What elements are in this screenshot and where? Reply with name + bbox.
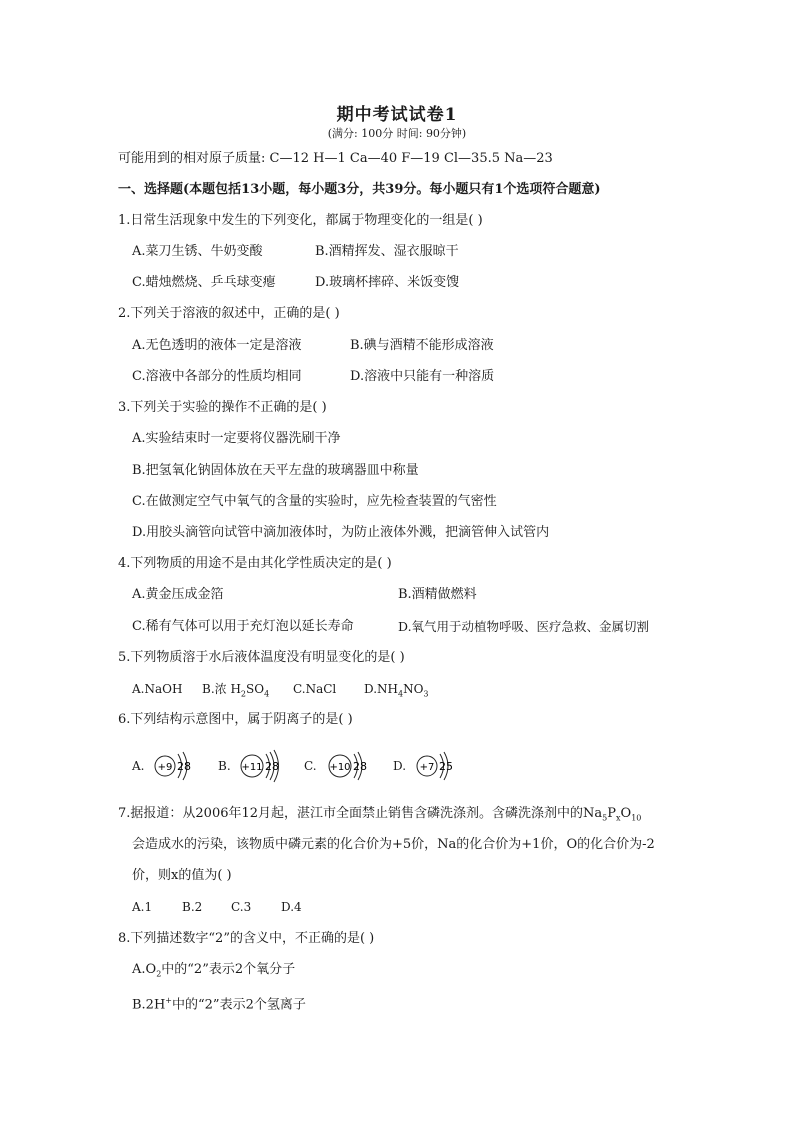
question-7-option-c: C.3 — [231, 900, 252, 914]
question-1-option-b: B.酒精挥发、湿衣服晾干 — [315, 244, 459, 259]
question-7-line-3: 价，则x的值为( ) — [132, 868, 232, 883]
question-2-option-c: C.溶液中各部分的性质均相同 — [132, 369, 302, 384]
question-3-option-a: A.实验结束时一定要将仪器洗刷干净 — [132, 431, 341, 446]
question-4-option-b: B.酒精做燃料 — [398, 587, 477, 602]
nucleus-charge-c: +10 — [329, 762, 351, 773]
atom-diagram-c — [304, 750, 374, 786]
question-7-line-1: 7.据报道：从2006年12月起，湛江市全面禁止销售含磷洗涤剂。含磷洗涤剂中的$Na_5P_xO_{10}$ — [118, 806, 642, 823]
question-2-option-a: A.无色透明的液体一定是溶液 — [132, 338, 302, 353]
question-5-stem: 5.下列物质溶于水后液体温度没有明显变化的是( ) — [118, 650, 405, 665]
shell-electrons-b: 28 — [265, 760, 279, 773]
question-1-option-a: A.菜刀生锈、牛奶变酸 — [132, 244, 263, 259]
question-5-option-b: B.浓 $H_2SO_4$ — [202, 682, 270, 699]
question-5-option-d: $D.NH_4NO_3$ — [364, 682, 429, 699]
question-1-option-c: C.蜡烛燃烧、乒乓球变瘪 — [132, 275, 276, 290]
question-7-option-d: D.4 — [281, 900, 302, 914]
question-6-option-b-label: B. — [218, 759, 231, 773]
question-4-stem: 4.下列物质的用途不是由其化学性质决定的是( ) — [118, 556, 392, 571]
question-2-option-d: D.溶液中只能有一种溶质 — [350, 369, 495, 384]
question-1-option-d: D.玻璃杯摔碎、米饭变馊 — [315, 275, 460, 290]
question-3-stem: 3.下列关于实验的操作不正确的是( ) — [118, 400, 327, 415]
question-4-option-d: D.氧气用于动植物呼吸、医疗急救、金属切割 — [398, 619, 650, 634]
question-6-option-b — [218, 750, 288, 786]
question-6-stem: 6.下列结构示意图中，属于阴离子的是( ) — [118, 712, 353, 727]
question-6-option-c — [304, 750, 374, 786]
shell-electrons-c: 28 — [353, 760, 367, 773]
question-1-stem: 1.日常生活现象中发生的下列变化，都属于物理变化的一组是( ) — [118, 213, 483, 228]
question-7-option-a: A.1 — [132, 900, 153, 914]
exam-subtitle: (满分: 100分 时间: 90分钟) — [327, 127, 467, 140]
atom-diagram-b — [218, 750, 288, 786]
nucleus-charge-d: +7 — [419, 762, 435, 773]
nucleus-charge-a: +9 — [157, 762, 173, 773]
question-8-option-b: B.2H+中的“2”表示2个氢离子 — [132, 996, 306, 1013]
shell-electrons-a: 28 — [177, 760, 191, 773]
question-2-option-b: B.碘与酒精不能形成溶液 — [350, 338, 494, 353]
atom-diagram-a — [132, 750, 202, 786]
question-6-option-a-label: A. — [132, 759, 145, 773]
atom-diagram-d — [393, 750, 463, 786]
question-5-option-a: A.NaOH — [132, 682, 183, 696]
question-3-option-c: C.在做测定空气中氧气的含量的实验时，应先检查装置的气密性 — [132, 494, 497, 509]
question-4-option-a: A.黄金压成金箔 — [132, 587, 224, 602]
shell-electrons-d: 25 — [439, 760, 453, 773]
question-6-option-a — [132, 750, 202, 786]
question-8-option-a: $A.O_2$中的“2”表示2个氧分子 — [132, 962, 296, 979]
question-6-option-d-label: D. — [393, 759, 407, 773]
question-4-option-c: C.稀有气体可以用于充灯泡以延长寿命 — [132, 619, 354, 634]
question-8-stem: 8.下列描述数字“2”的含义中，不正确的是( ) — [118, 931, 375, 946]
question-3-option-d: D.用胶头滴管向试管中滴加液体时，为防止液体外溅，把滴管伸入试管内 — [132, 525, 550, 540]
question-2-stem: 2.下列关于溶液的叙述中，正确的是( ) — [118, 306, 340, 321]
question-7-option-b: B.2 — [182, 900, 203, 914]
nucleus-charge-b: +11 — [241, 762, 263, 773]
section-heading: 一、选择题(本题包括13小题，每小题3分，共39分。每小题只有1个选项符合题意) — [118, 182, 601, 197]
question-5-option-c: C.NaCl — [293, 682, 337, 696]
question-7-line-2: 会造成水的污染，该物质中磷元素的化合价为+5价，Na的化合价为+1价，O的化合价为-2 — [132, 837, 655, 852]
atomic-masses: 可能用到的相对原子质量: C—12 H—1 Ca—40 F—19 Cl—35.5 Na—23 — [118, 151, 553, 166]
question-6-option-d — [393, 750, 463, 786]
question-6-option-c-label: C. — [304, 759, 317, 773]
question-3-option-b: B.把氢氧化钠固体放在天平左盘的玻璃器皿中称量 — [132, 463, 419, 478]
exam-title: 期中考试试卷1 — [336, 105, 458, 125]
